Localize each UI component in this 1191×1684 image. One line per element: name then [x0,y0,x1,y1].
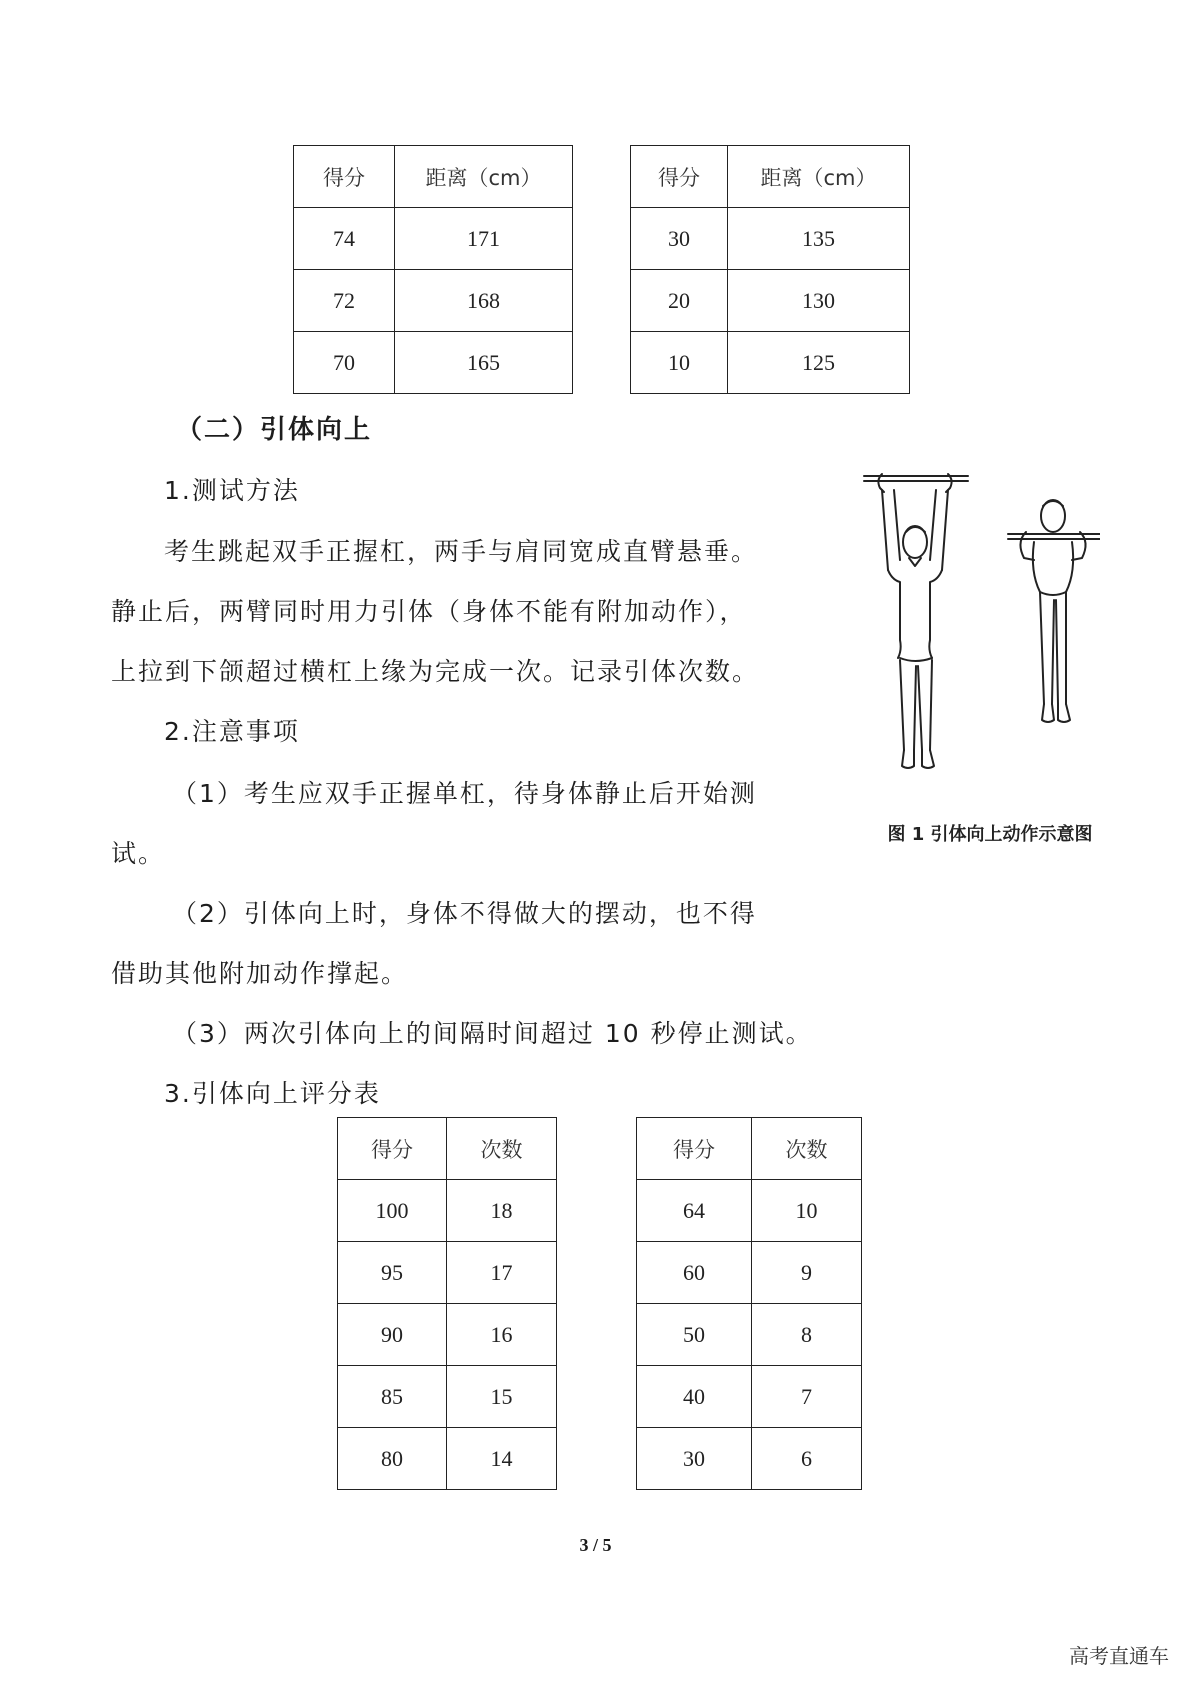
cell-score: 10 [631,332,728,394]
cell-score: 85 [338,1366,447,1428]
cell-count: 14 [447,1428,557,1490]
header-count: 次数 [447,1118,557,1180]
table-row [338,1242,557,1304]
header-count: 次数 [752,1118,862,1180]
method-line-1: 考生跳起双手正握杠，两手与肩同宽成直臂悬垂。 [164,537,759,566]
cell-score: 95 [338,1242,447,1304]
table-row [631,332,910,394]
figure-caption: 图 1 引体向上动作示意图 [887,824,1093,845]
table-row [338,1180,557,1242]
section-title: （二）引体向上 [176,415,373,445]
cell-distance: 130 [728,270,910,332]
page-number: 3 / 5 [579,1535,612,1555]
jump-score-table-left [293,145,573,394]
cell-distance: 165 [395,332,573,394]
cell-score: 70 [294,332,395,394]
table-row [294,332,573,394]
table-row [338,1428,557,1490]
cell-score: 80 [338,1428,447,1490]
header-distance: 距离（cm） [728,146,910,208]
table-row [631,208,910,270]
note-1-line-1: （1）考生应双手正握单杠，待身体静止后开始测 [172,779,757,808]
cell-count: 15 [447,1366,557,1428]
cell-count: 16 [447,1304,557,1366]
method-heading: 1.测试方法 [164,476,300,505]
pullup-illustration [860,460,1100,810]
table-heading: 3.引体向上评分表 [164,1079,381,1108]
cell-count: 10 [752,1180,862,1242]
table-row [637,1242,862,1304]
cell-distance: 135 [728,208,910,270]
notes-heading: 2.注意事项 [164,717,300,746]
table-row [338,1366,557,1428]
cell-distance: 168 [395,270,573,332]
table-row [338,1304,557,1366]
table-row [294,270,573,332]
cell-score: 64 [637,1180,752,1242]
jump-score-table-right [630,145,910,394]
pullup-score-table-left [337,1117,557,1490]
watermark: 高考直通车 [1069,1644,1169,1668]
cell-count: 7 [752,1366,862,1428]
cell-score: 30 [637,1428,752,1490]
note-3: （3）两次引体向上的间隔时间超过 10 秒停止测试。 [172,1019,813,1048]
cell-score: 50 [637,1304,752,1366]
cell-distance: 125 [728,332,910,394]
cell-score: 90 [338,1304,447,1366]
cell-count: 17 [447,1242,557,1304]
cell-score: 20 [631,270,728,332]
cell-score: 40 [637,1366,752,1428]
header-score: 得分 [631,146,728,208]
table-row [631,270,910,332]
cell-score: 30 [631,208,728,270]
header-score: 得分 [294,146,395,208]
cell-score: 72 [294,270,395,332]
note-1-line-2: 试。 [111,839,166,868]
cell-count: 18 [447,1180,557,1242]
note-2-line-1: （2）引体向上时，身体不得做大的摆动，也不得 [172,899,757,928]
cell-score: 100 [338,1180,447,1242]
method-line-2: 静止后，两臂同时用力引体（身体不能有附加动作）， [111,597,747,626]
table-row [637,1180,862,1242]
cell-count: 6 [752,1428,862,1490]
cell-score: 74 [294,208,395,270]
cell-score: 60 [637,1242,752,1304]
cell-distance: 171 [395,208,573,270]
cell-count: 9 [752,1242,862,1304]
header-distance: 距离（cm） [395,146,573,208]
table-row [637,1304,862,1366]
table-row [637,1366,862,1428]
header-score: 得分 [338,1118,447,1180]
table-row [637,1428,862,1490]
cell-count: 8 [752,1304,862,1366]
note-2-line-2: 借助其他附加动作撑起。 [111,959,409,988]
figure-hanging [878,474,951,768]
table-row [294,208,573,270]
method-line-3: 上拉到下颌超过横杠上缘为完成一次。记录引体次数。 [111,657,760,686]
header-score: 得分 [637,1118,752,1180]
pullup-score-table-right [636,1117,862,1490]
